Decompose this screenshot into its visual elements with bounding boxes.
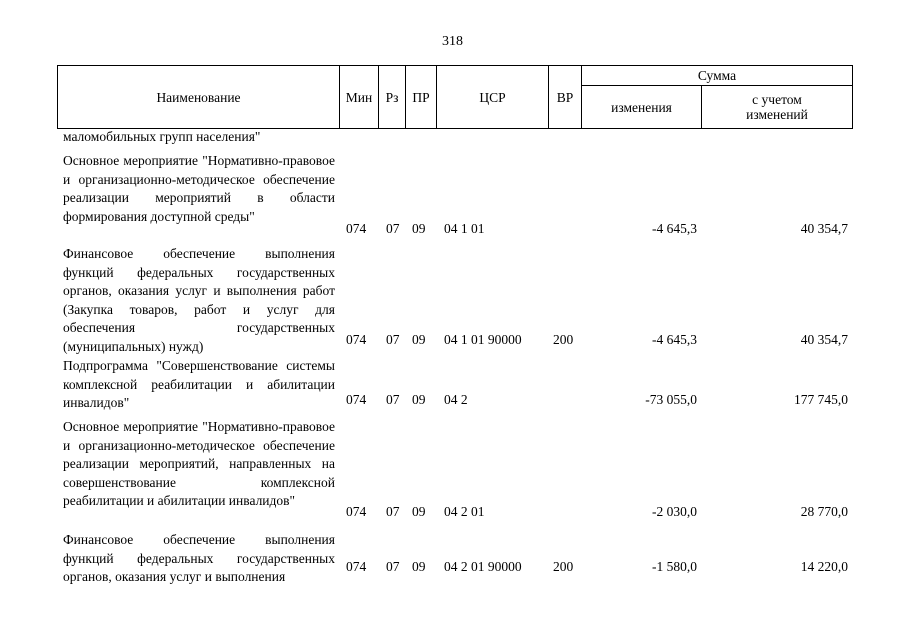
header-with-change-line2: изменений [746,107,808,122]
row-csr: 04 1 01 [444,221,485,236]
row-name: Подпрограмма "Совершенствование системы комплексной реабилитации и абилитации инвалидов" [63,358,335,411]
row-name: Финансовое обеспечение выполнения функций федеральных государственных органов, оказания услуг и выполнения работ (Закупка товаров, работ и услуг для обеспечения государственных (муниципальных) нужд) [63,246,335,354]
row-pr: 09 [412,504,426,519]
header-name: Наименование [57,65,340,129]
row-total: 40 354,7 [800,332,848,347]
row-min: 074 [346,332,367,347]
row-min: 074 [346,221,367,236]
row-rz: 07 [386,332,400,347]
row-vr: 200 [553,332,574,347]
header-sum: Сумма [581,65,853,86]
row-rz: 07 [386,559,400,574]
row-csr: 04 1 01 90000 [444,332,522,347]
row-name: Финансовое обеспечение выполнения функций федеральных государственных органов, оказания услуг и выполнения [63,532,335,585]
row-name: Основное мероприятие "Нормативно-правовое и организационно-методическое обеспечение реализации мероприятий в области формирования доступной среды" [63,153,335,224]
row-min: 074 [346,504,367,519]
header-min: Мин [339,65,379,129]
row-rz: 07 [386,221,400,236]
row-total: 177 745,0 [794,392,848,407]
row-rz: 07 [386,392,400,407]
row-min: 074 [346,559,367,574]
row-pr: 09 [412,221,426,236]
header-with-change-line1: с учетом [752,92,802,107]
row-total: 28 770,0 [800,504,848,519]
row-csr: 04 2 01 90000 [444,559,522,574]
row-csr: 04 2 01 [444,504,485,519]
header-pr: ПР [405,65,437,129]
row-name: Основное мероприятие "Нормативно-правовое и организационно-методическое обеспечение реализации мероприятий, направленных на совершенствование комплексной реабилитации и абилитации инвалидов" [63,419,335,509]
header-csr: ЦСР [436,65,549,129]
row-pr: 09 [412,559,426,574]
row-pr: 09 [412,392,426,407]
header-change: изменения [581,85,702,129]
row-change: -73 055,0 [645,392,697,407]
row-change: -4 645,3 [652,221,697,236]
row-vr: 200 [553,559,574,574]
row-change: -2 030,0 [652,504,697,519]
row-min: 074 [346,392,367,407]
row-rz: 07 [386,504,400,519]
row-total: 40 354,7 [800,221,848,236]
row-total: 14 220,0 [800,559,848,574]
header-vr: ВР [548,65,582,129]
row-change: -4 645,3 [652,332,697,347]
header-rz: Рз [378,65,406,129]
row-csr: 04 2 [444,392,468,407]
row-pr: 09 [412,332,426,347]
header-with-change [701,85,853,129]
row-change: -1 580,0 [652,559,697,574]
page-number: 318 [442,34,463,49]
row-name: маломобильных групп населения" [63,129,261,144]
